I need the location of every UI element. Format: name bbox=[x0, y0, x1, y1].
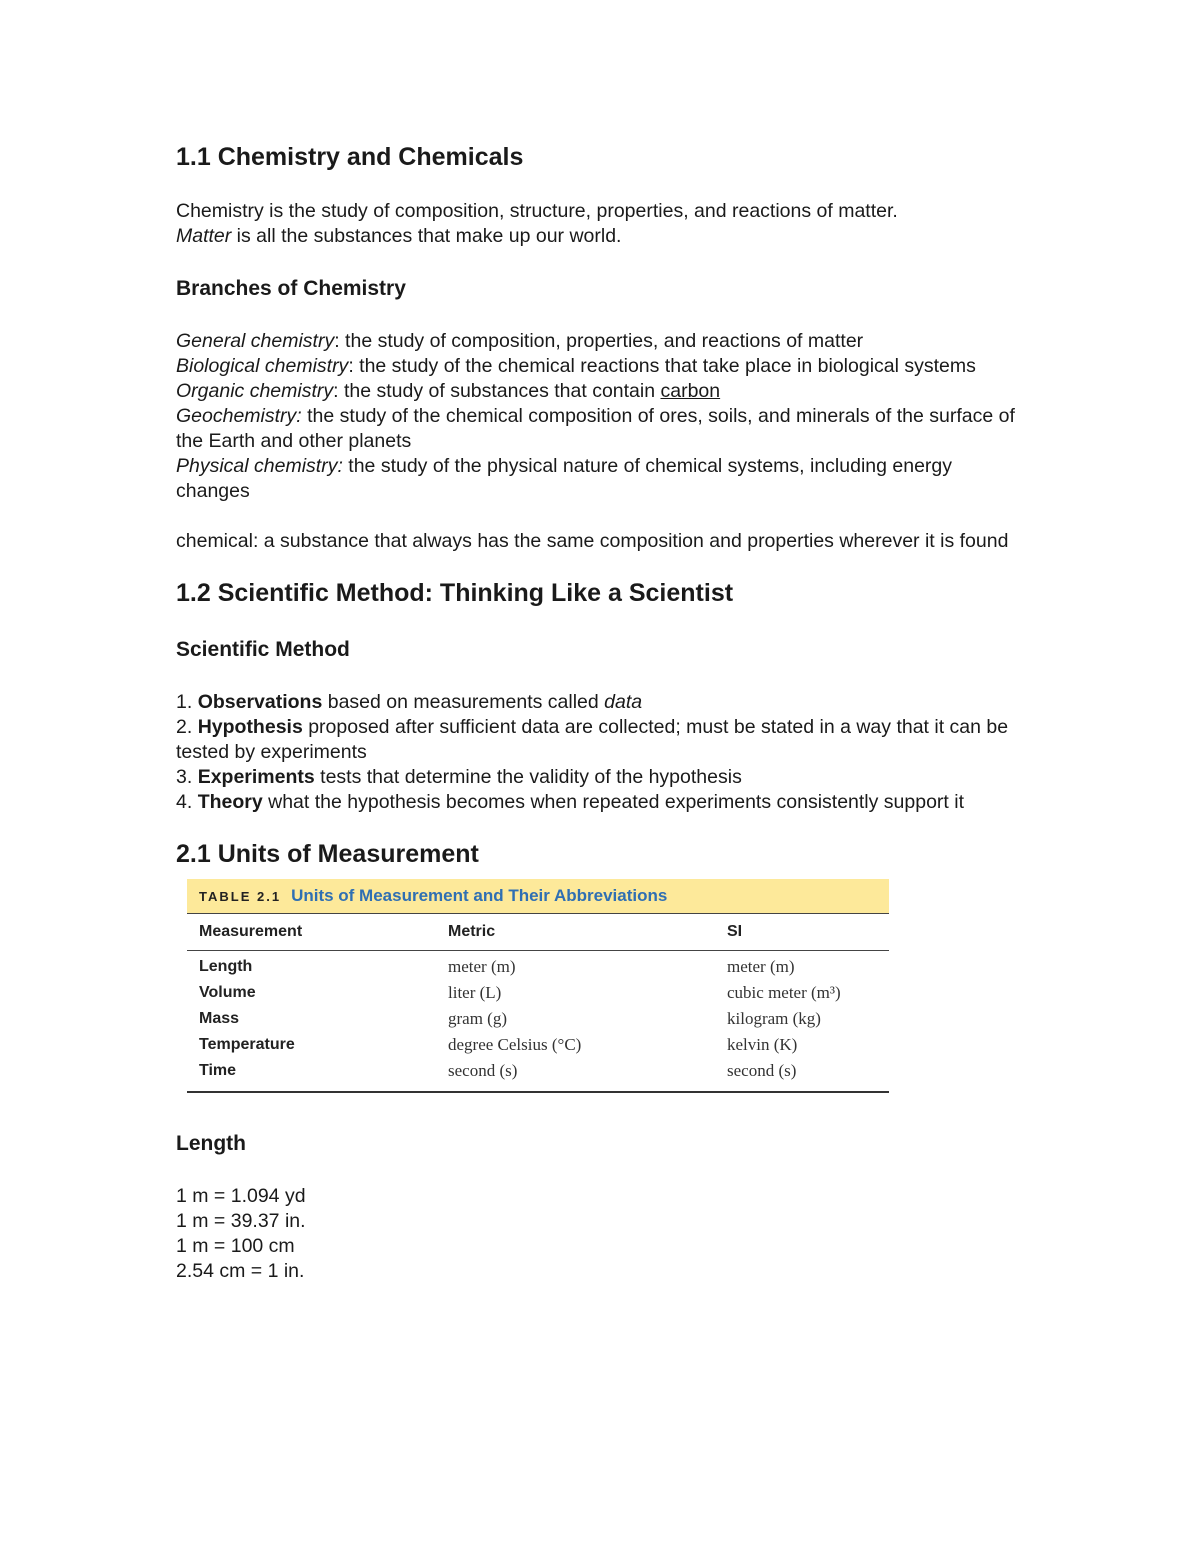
step-number: 3. bbox=[176, 766, 193, 788]
carbon-link[interactable]: carbon bbox=[660, 380, 721, 402]
table-cell: cubic meter (m³) bbox=[727, 983, 841, 1002]
table-cell: liter (L) bbox=[448, 983, 502, 1002]
step-text: based on measurements called bbox=[322, 691, 605, 713]
branches-heading: Branches of Chemistry bbox=[176, 277, 406, 300]
document-page bbox=[176, 140, 1026, 1284]
branch-term: Biological chemistry bbox=[176, 355, 349, 377]
table-cell: degree Celsius (°C) bbox=[448, 1035, 582, 1054]
table-cell: Time bbox=[187, 1058, 436, 1092]
table-cell: Volume bbox=[199, 984, 256, 1001]
length-conversion: 1 m = 100 cm bbox=[176, 1235, 295, 1257]
step-theory bbox=[176, 790, 976, 815]
branch-term: Geochemistry: bbox=[176, 405, 302, 427]
table-row bbox=[187, 980, 889, 1006]
step-term: Observations bbox=[197, 691, 323, 713]
branch-def: the study of the physical nature of chemical systems, including energy changes bbox=[176, 455, 953, 502]
length-conversion: 1 m = 39.37 in. bbox=[176, 1210, 306, 1232]
table-cell: kelvin (K) bbox=[727, 1035, 798, 1054]
step-text: what the hypothesis becomes when repeated experiments consistently support it bbox=[262, 791, 965, 813]
table-cell: second (s) bbox=[715, 1058, 889, 1092]
matter-definition bbox=[176, 224, 1026, 249]
branch-def: the study of the chemical composition of ores, soils, and minerals of the surface of the Earth and other planets bbox=[176, 405, 1015, 452]
table-cell: kilogram (kg) bbox=[727, 1009, 821, 1028]
section-title-1-1: 1.1 Chemistry and Chemicals bbox=[176, 143, 524, 171]
branch-def: : the study of substances that contain bbox=[333, 380, 661, 402]
table-cell: Temperature bbox=[199, 1036, 295, 1053]
table-row bbox=[187, 951, 889, 981]
branch-geochemistry bbox=[176, 404, 1016, 454]
branch-general bbox=[176, 329, 1026, 354]
table-row bbox=[187, 1032, 889, 1058]
table-cell: second (s) bbox=[436, 1058, 715, 1092]
table-cell: gram (g) bbox=[448, 1009, 508, 1028]
matter-text: is all the substances that make up our world. bbox=[231, 225, 622, 247]
step-number: 2. bbox=[176, 716, 193, 738]
branch-def: : the study of the chemical reactions that take place in biological systems bbox=[348, 355, 976, 377]
section-title-1-2: 1.2 Scientific Method: Thinking Like a Scientist bbox=[176, 579, 734, 607]
table-header-row bbox=[187, 914, 889, 951]
units-table-figure bbox=[187, 879, 889, 1093]
step-text: proposed after sufficient data are collected; must be stated in a way that it can be tested by experiments bbox=[176, 716, 1009, 763]
branch-biological bbox=[176, 354, 996, 379]
table-row bbox=[187, 1058, 889, 1092]
table-cell: meter (m) bbox=[448, 957, 516, 976]
step-number: 4. bbox=[176, 791, 193, 813]
column-header: Metric bbox=[436, 914, 715, 951]
scientific-method-heading: Scientific Method bbox=[176, 638, 350, 661]
length-conversion: 1 m = 1.094 yd bbox=[176, 1185, 306, 1207]
branch-def: : the study of composition, properties, and reactions of matter bbox=[334, 330, 864, 352]
chemistry-definition: Chemistry is the study of composition, structure, properties, and reactions of matter. bbox=[176, 200, 898, 222]
section-title-2-1: 2.1 Units of Measurement bbox=[176, 840, 479, 868]
step-term: Hypothesis bbox=[197, 716, 303, 738]
table-tag: TABLE 2.1 bbox=[199, 888, 282, 904]
step-term: Experiments bbox=[197, 766, 315, 788]
chemical-definition: chemical: a substance that always has the same composition and properties wherever it is found bbox=[176, 530, 1009, 552]
matter-term: Matter bbox=[176, 225, 232, 247]
branch-organic bbox=[176, 379, 1026, 404]
length-conversion: 2.54 cm = 1 in. bbox=[176, 1260, 305, 1282]
branch-term: Physical chemistry: bbox=[176, 455, 343, 477]
step-text: tests that determine the validity of the hypothesis bbox=[314, 766, 742, 788]
units-table bbox=[187, 914, 889, 1093]
step-hypothesis bbox=[176, 715, 1021, 765]
branch-term: General chemistry bbox=[176, 330, 335, 352]
branch-term: Organic chemistry bbox=[176, 380, 334, 402]
step-term: Theory bbox=[197, 791, 263, 813]
column-header: Measurement bbox=[187, 914, 436, 951]
step-observations bbox=[176, 690, 1026, 715]
table-cell: Mass bbox=[199, 1010, 240, 1027]
table-cell: meter (m) bbox=[727, 957, 795, 976]
length-heading: Length bbox=[176, 1132, 246, 1155]
table-title: Units of Measurement and Their Abbreviations bbox=[291, 886, 668, 905]
column-header: SI bbox=[715, 914, 889, 951]
step-number: 1. bbox=[176, 691, 193, 713]
table-row bbox=[187, 1006, 889, 1032]
table-caption bbox=[187, 879, 889, 914]
table-cell: Length bbox=[199, 958, 253, 975]
step-experiments bbox=[176, 765, 1026, 790]
data-term: data bbox=[604, 691, 643, 713]
branch-physical bbox=[176, 454, 976, 504]
